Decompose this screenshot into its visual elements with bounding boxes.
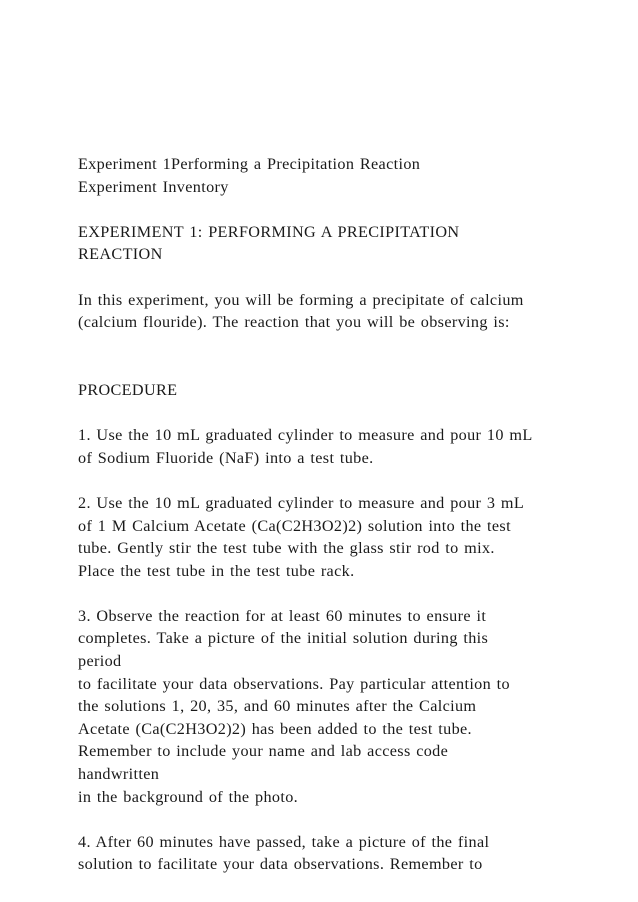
blank-line [78,356,618,379]
blank-line [78,402,618,425]
step-3-line: the solutions 1, 20, 35, and 60 minutes after the Calcium [78,697,477,716]
step-2-line: of 1 M Calcium Acetate (Ca(C2H3O2)2) solution into the test [78,516,511,535]
blank-line [78,198,618,221]
step-3-line: Remember to include your name and lab access code [78,742,449,761]
step-2-line: Place the test tube in the test tube rack. [78,561,355,580]
document-body [78,153,618,876]
document-subtitle: Experiment Inventory [78,177,229,196]
step-1-line: of Sodium Fluoride (NaF) into a test tube. [78,448,374,467]
step-3-line: 3. Observe the reaction for at least 60 minutes to ensure it [78,606,487,625]
document-title: Experiment 1Performing a Precipitation Reaction [78,155,421,173]
step-2-line: 2. Use the 10 mL graduated cylinder to measure and pour 3 mL [78,493,525,512]
step-3-line: to facilitate your data observations. Pay particular attention to [78,674,510,693]
intro-paragraph-line: (calcium flouride). The reaction that you will be observing is: [78,313,510,332]
step-3-line: period [78,652,122,671]
step-2-line: tube. Gently stir the test tube with the glass stir rod to mix. [78,539,495,558]
intro-paragraph-line: In this experiment, you will be forming a precipitate of calcium [78,290,524,309]
step-3-line: completes. Take a picture of the initial solution during this [78,629,489,648]
step-3-line: in the background of the photo. [78,787,299,806]
step-4-line: 4. After 60 minutes have passed, take a picture of the final [78,832,490,851]
blank-line [78,266,618,289]
section-heading: EXPERIMENT 1: PERFORMING A PRECIPITATION [78,222,460,241]
blank-line [78,469,618,492]
step-3-line: handwritten [78,765,160,784]
step-4-line: solution to facilitate your data observations. Remember to [78,855,483,874]
blank-line [78,334,618,357]
step-1-line: 1. Use the 10 mL graduated cylinder to measure and pour 10 mL [78,426,533,445]
step-3-line: Acetate (Ca(C2H3O2)2) has been added to the test tube. [78,719,472,738]
blank-line [78,808,618,831]
procedure-heading: PROCEDURE [78,380,178,399]
blank-line [78,582,618,605]
section-heading-continued: REACTION [78,245,163,264]
